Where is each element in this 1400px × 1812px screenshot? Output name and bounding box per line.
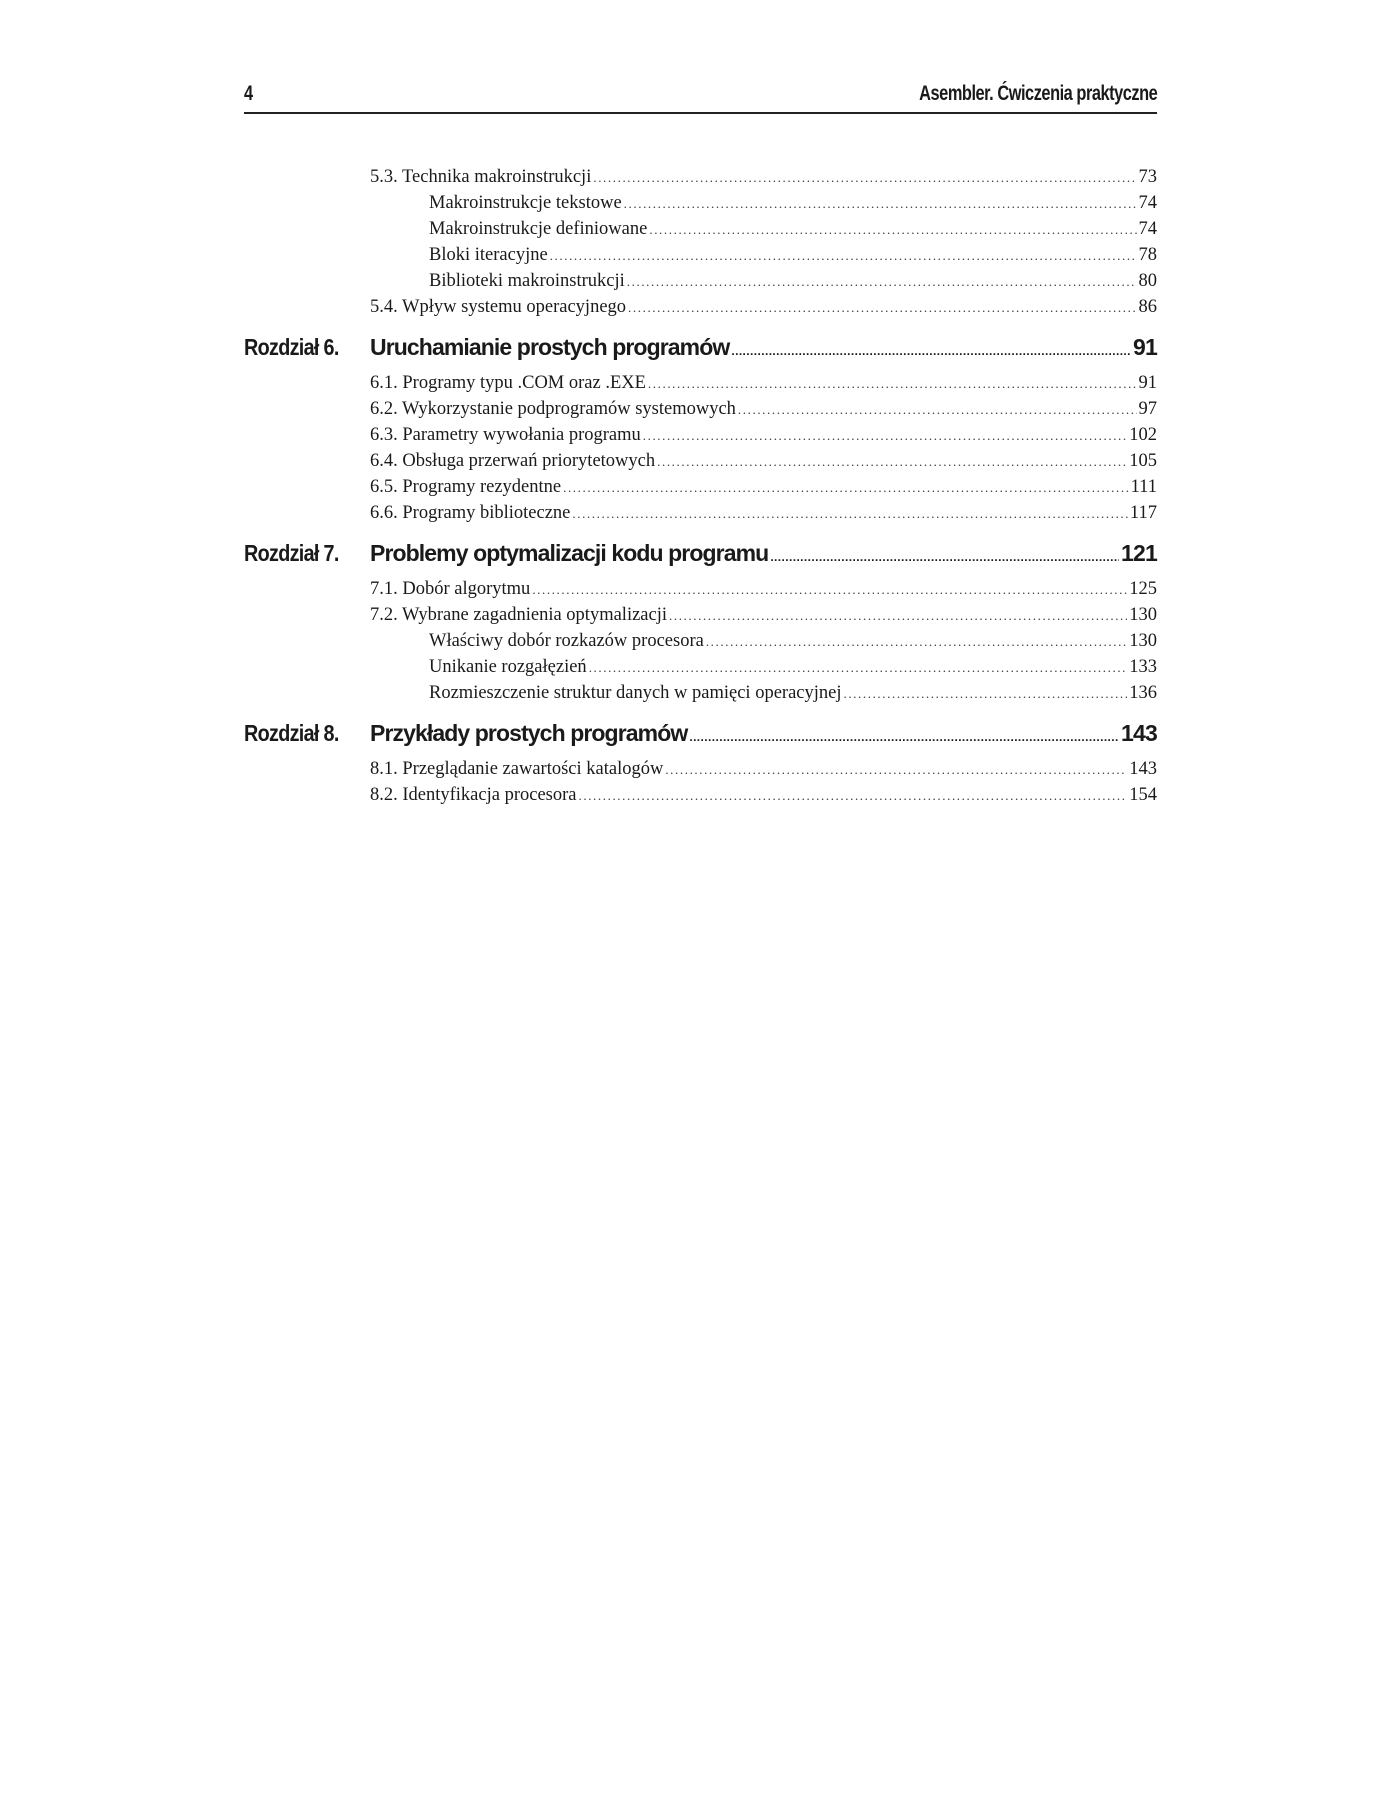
section-title: 5.4. Wpływ systemu operacyjnego	[370, 297, 627, 317]
toc-entry	[429, 654, 1157, 681]
toc-section-row	[244, 500, 1157, 526]
section-title: 8.1. Przeglądanie zawartości katalogów	[370, 759, 664, 779]
toc-entry	[370, 500, 1157, 527]
page-reference: 111	[1130, 477, 1157, 497]
page-reference: 91	[1138, 373, 1157, 393]
running-header	[244, 82, 1157, 114]
toc-section-row	[244, 268, 1157, 294]
page-reference: 117	[1129, 503, 1157, 523]
chapter-title: Problemy optymalizacji kodu programu	[370, 540, 769, 566]
section-title: Właściwy dobór rozkazów procesora	[429, 631, 704, 651]
table-of-contents	[244, 164, 1157, 808]
toc-entry	[370, 396, 1157, 423]
toc-section-row	[244, 396, 1157, 422]
toc-entry	[370, 710, 1157, 760]
toc-section-row	[244, 654, 1157, 680]
toc-chapter-row	[244, 324, 1157, 370]
section-title: Rozmieszczenie struktur danych w pamięci operacyjnej	[429, 683, 842, 703]
page-reference: 80	[1138, 271, 1157, 291]
toc-section-row	[244, 756, 1157, 782]
page-reference: 74	[1138, 219, 1157, 239]
section-title: Makroinstrukcje definiowane	[429, 219, 648, 239]
dot-leader	[532, 577, 1127, 603]
dot-leader	[624, 191, 1137, 217]
toc-section-row	[244, 242, 1157, 268]
toc-entry	[370, 576, 1157, 603]
toc-section-row	[244, 602, 1157, 628]
chapter-label: Rozdział 8.	[244, 720, 339, 746]
page-reference: 74	[1138, 193, 1157, 213]
section-title: 7.2. Wybrane zagadnienia optymalizacji	[370, 605, 667, 625]
section-title: 5.3. Technika makroinstrukcji	[370, 167, 592, 187]
toc-entry	[370, 530, 1157, 580]
dot-leader	[689, 714, 1119, 760]
toc-chapter-row	[244, 710, 1157, 756]
dot-leader	[738, 397, 1137, 423]
toc-chapter-row	[244, 530, 1157, 576]
toc-entry	[370, 602, 1157, 629]
toc-entry	[370, 422, 1157, 449]
toc-section-row	[244, 474, 1157, 500]
page-reference: 102	[1129, 425, 1157, 445]
page-reference: 143	[1129, 759, 1157, 779]
dot-leader	[628, 295, 1136, 321]
dot-leader	[550, 243, 1137, 269]
page-reference: 121	[1121, 540, 1157, 566]
page-reference: 143	[1121, 720, 1157, 746]
toc-entry	[370, 782, 1157, 809]
dot-leader	[669, 603, 1127, 629]
section-title: 6.1. Programy typu .COM oraz .EXE	[370, 373, 646, 393]
toc-section-row	[244, 216, 1157, 242]
toc-section-row	[244, 628, 1157, 654]
toc-entry	[429, 190, 1157, 217]
section-title: Biblioteki makroinstrukcji	[429, 271, 625, 291]
toc-section-row	[244, 576, 1157, 602]
section-title: 6.5. Programy rezydentne	[370, 477, 562, 497]
toc-entry	[370, 164, 1157, 191]
toc-section-row	[244, 370, 1157, 396]
toc-entry	[370, 474, 1157, 501]
toc-entry	[370, 370, 1157, 397]
toc-section-row	[244, 294, 1157, 320]
book-title: Asembler. Ćwiczenia praktyczne	[918, 82, 1157, 105]
page-reference: 97	[1138, 399, 1157, 419]
dot-leader	[731, 328, 1131, 374]
toc-section-row	[244, 448, 1157, 474]
toc-entry	[370, 324, 1157, 374]
toc-entry	[429, 628, 1157, 655]
section-title: 6.2. Wykorzystanie podprogramów systemowych	[370, 399, 736, 419]
dot-leader	[579, 783, 1128, 809]
chapter-label: Rozdział 7.	[244, 540, 339, 566]
chapter-title: Uruchamianie prostych programów	[370, 334, 730, 360]
chapter-title: Przykłady prostych programów	[370, 720, 688, 746]
chapter-label: Rozdział 6.	[244, 334, 339, 360]
section-title: 6.3. Parametry wywołania programu	[370, 425, 641, 445]
toc-entry	[370, 448, 1157, 475]
section-title: 8.2. Identyfikacja procesora	[370, 785, 577, 805]
dot-leader	[589, 655, 1128, 681]
dot-leader	[665, 757, 1127, 783]
page-reference: 154	[1129, 785, 1157, 805]
toc-section-row	[244, 680, 1157, 706]
toc-section-row	[244, 422, 1157, 448]
section-title: 6.4. Obsługa przerwań priorytetowych	[370, 451, 656, 471]
dot-leader	[843, 681, 1127, 707]
section-title: 7.1. Dobór algorytmu	[370, 579, 531, 599]
dot-leader	[572, 501, 1128, 527]
page-reference: 130	[1129, 605, 1157, 625]
toc-section-row	[244, 782, 1157, 808]
page-number: 4	[244, 82, 253, 105]
page-reference: 86	[1138, 297, 1157, 317]
page-reference: 73	[1138, 167, 1157, 187]
dot-leader	[563, 475, 1129, 501]
dot-leader	[657, 449, 1127, 475]
page-reference: 78	[1138, 245, 1157, 265]
dot-leader	[648, 371, 1137, 397]
page-reference: 105	[1129, 451, 1157, 471]
section-title: Unikanie rozgałęzień	[429, 657, 587, 677]
dot-leader	[627, 269, 1137, 295]
section-title: 6.6. Programy biblioteczne	[370, 503, 571, 523]
dot-leader	[770, 534, 1119, 580]
dot-leader	[593, 165, 1136, 191]
toc-entry	[429, 268, 1157, 295]
page-reference: 136	[1129, 683, 1157, 703]
toc-entry	[429, 242, 1157, 269]
page-reference: 130	[1129, 631, 1157, 651]
page-reference: 125	[1129, 579, 1157, 599]
dot-leader	[706, 629, 1127, 655]
section-title: Bloki iteracyjne	[429, 245, 548, 265]
section-title: Makroinstrukcje tekstowe	[429, 193, 622, 213]
dot-leader	[649, 217, 1136, 243]
toc-entry	[370, 756, 1157, 783]
toc-entry	[370, 294, 1157, 321]
dot-leader	[643, 423, 1128, 449]
toc-section-row	[244, 190, 1157, 216]
toc-entry	[429, 216, 1157, 243]
toc-section-row	[244, 164, 1157, 190]
page-reference: 133	[1129, 657, 1157, 677]
toc-entry	[429, 680, 1157, 707]
page-reference: 91	[1133, 334, 1157, 360]
